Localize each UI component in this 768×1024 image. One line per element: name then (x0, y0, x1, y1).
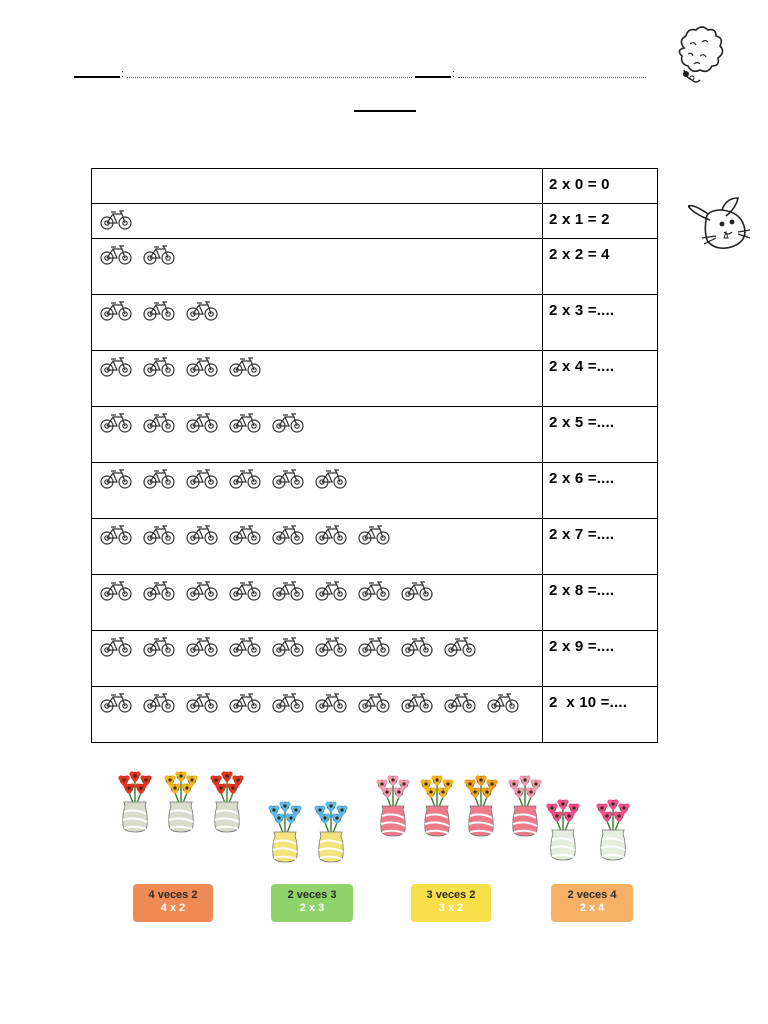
equation-cell: 2 x 7 =.... (543, 519, 658, 575)
flower-vase-icon (590, 796, 636, 862)
table-row (92, 575, 658, 631)
bikes-cell (92, 687, 543, 743)
table-row (92, 407, 658, 463)
multiplication-tag (271, 884, 353, 922)
bicycle-icon (357, 579, 391, 606)
bikes-cell (92, 204, 543, 239)
date-field[interactable] (458, 77, 646, 78)
equation-cell: 2 x 9 =.... (543, 631, 658, 687)
multiplication-tag (411, 884, 491, 922)
bicycle-icon (99, 467, 133, 494)
bikes-cell (92, 351, 543, 407)
bicycle-icon (99, 299, 133, 326)
bikes-cell (92, 239, 543, 295)
bicycle-icon (99, 635, 133, 662)
bicycle-icon (486, 691, 520, 718)
table-row (92, 687, 658, 743)
bicycle-icon (228, 355, 262, 382)
title-underline (354, 110, 416, 112)
table-row (92, 239, 658, 295)
bicycle-icon (400, 635, 434, 662)
tag-expression: 3 x 2 (438, 902, 464, 914)
bikes-cell (92, 519, 543, 575)
bicycle-icon (400, 579, 434, 606)
bicycle-icon (99, 691, 133, 718)
flower-vase-icon (540, 796, 586, 862)
bicycle-icon (185, 579, 219, 606)
tag-words: 2 veces 3 (287, 889, 337, 901)
bicycle-icon (271, 411, 305, 438)
tag-words: 2 veces 4 (567, 889, 617, 901)
bicycle-icon (99, 355, 133, 382)
sheep-icon (670, 26, 726, 86)
bicycle-icon (228, 691, 262, 718)
bicycle-icon (142, 243, 176, 270)
equation-cell: 2 x 2 = 4 (543, 239, 658, 295)
bicycle-icon (185, 467, 219, 494)
bicycle-icon (99, 243, 133, 270)
equation-cell: 2 x 3 =.... (543, 295, 658, 351)
flower-vases-illustration (0, 760, 768, 870)
tag-words: 3 veces 2 (426, 889, 476, 901)
bikes-cell (92, 295, 543, 351)
name-field[interactable] (127, 77, 412, 78)
bicycle-icon (228, 523, 262, 550)
table-row (92, 204, 658, 239)
bicycle-icon (314, 635, 348, 662)
rabbit-icon (688, 196, 752, 250)
flower-vase-icon (458, 772, 504, 838)
flower-vase-icon (370, 772, 416, 838)
tag-expression: 2 x 3 (299, 902, 325, 914)
tag-expression: 4 x 2 (160, 902, 186, 914)
bicycle-icon (228, 579, 262, 606)
bicycle-icon (228, 467, 262, 494)
bicycle-icon (185, 299, 219, 326)
equation-cell: 2 x 10 =.... (543, 687, 658, 743)
bicycle-icon (400, 691, 434, 718)
bicycle-icon (271, 467, 305, 494)
bicycle-icon (228, 411, 262, 438)
flower-vase-icon (112, 768, 158, 834)
bicycle-icon (142, 467, 176, 494)
bicycle-icon (185, 691, 219, 718)
bicycle-icon (271, 635, 305, 662)
colon-2: : (452, 68, 456, 80)
bicycle-icon (443, 691, 477, 718)
bicycle-icon (185, 411, 219, 438)
equation-cell: 2 x 1 = 2 (543, 204, 658, 239)
equation-cell: 2 x 8 =.... (543, 575, 658, 631)
multiplication-tag (551, 884, 633, 922)
table-row (92, 463, 658, 519)
table-row (92, 169, 658, 204)
bicycle-icon (99, 579, 133, 606)
multiplication-tag (133, 884, 213, 922)
bicycle-icon (185, 635, 219, 662)
bikes-cell (92, 169, 543, 204)
flower-vase-icon (204, 768, 250, 834)
colon-1: : (121, 68, 125, 80)
bicycle-icon (142, 411, 176, 438)
flower-vase-icon (262, 798, 308, 864)
bicycle-icon (271, 579, 305, 606)
bicycle-icon (314, 691, 348, 718)
bicycle-icon (357, 523, 391, 550)
multiplication-table (91, 168, 658, 743)
bikes-cell (92, 407, 543, 463)
bicycle-icon (314, 523, 348, 550)
bicycle-icon (99, 208, 133, 235)
equation-cell: 2 x 0 = 0 (543, 169, 658, 204)
table-row (92, 519, 658, 575)
flower-vase-icon (414, 772, 460, 838)
equation-cell: 2 x 6 =.... (543, 463, 658, 519)
bicycle-icon (185, 523, 219, 550)
bicycle-icon (185, 355, 219, 382)
bicycle-icon (271, 523, 305, 550)
bicycle-icon (314, 467, 348, 494)
equation-cell: 2 x 4 =.... (543, 351, 658, 407)
bicycle-icon (142, 299, 176, 326)
bicycle-icon (142, 579, 176, 606)
bikes-cell (92, 463, 543, 519)
bicycle-icon (314, 579, 348, 606)
table-row (92, 631, 658, 687)
name-date-line (74, 62, 646, 82)
date-label-line (415, 76, 451, 78)
bikes-cell (92, 575, 543, 631)
flower-vase-icon (308, 798, 354, 864)
bicycle-icon (142, 691, 176, 718)
bicycle-icon (443, 635, 477, 662)
bicycle-icon (142, 523, 176, 550)
name-label-line (74, 76, 120, 78)
tag-expression: 2 x 4 (579, 902, 605, 914)
bicycle-icon (271, 691, 305, 718)
bicycle-icon (142, 355, 176, 382)
bicycle-icon (228, 635, 262, 662)
bicycle-icon (357, 635, 391, 662)
bicycle-icon (357, 691, 391, 718)
equation-cell: 2 x 5 =.... (543, 407, 658, 463)
flower-vase-icon (158, 768, 204, 834)
tag-words: 4 veces 2 (148, 889, 198, 901)
bicycle-icon (99, 411, 133, 438)
table-row (92, 351, 658, 407)
bicycle-icon (99, 523, 133, 550)
table-row (92, 295, 658, 351)
bikes-cell (92, 631, 543, 687)
bicycle-icon (142, 635, 176, 662)
